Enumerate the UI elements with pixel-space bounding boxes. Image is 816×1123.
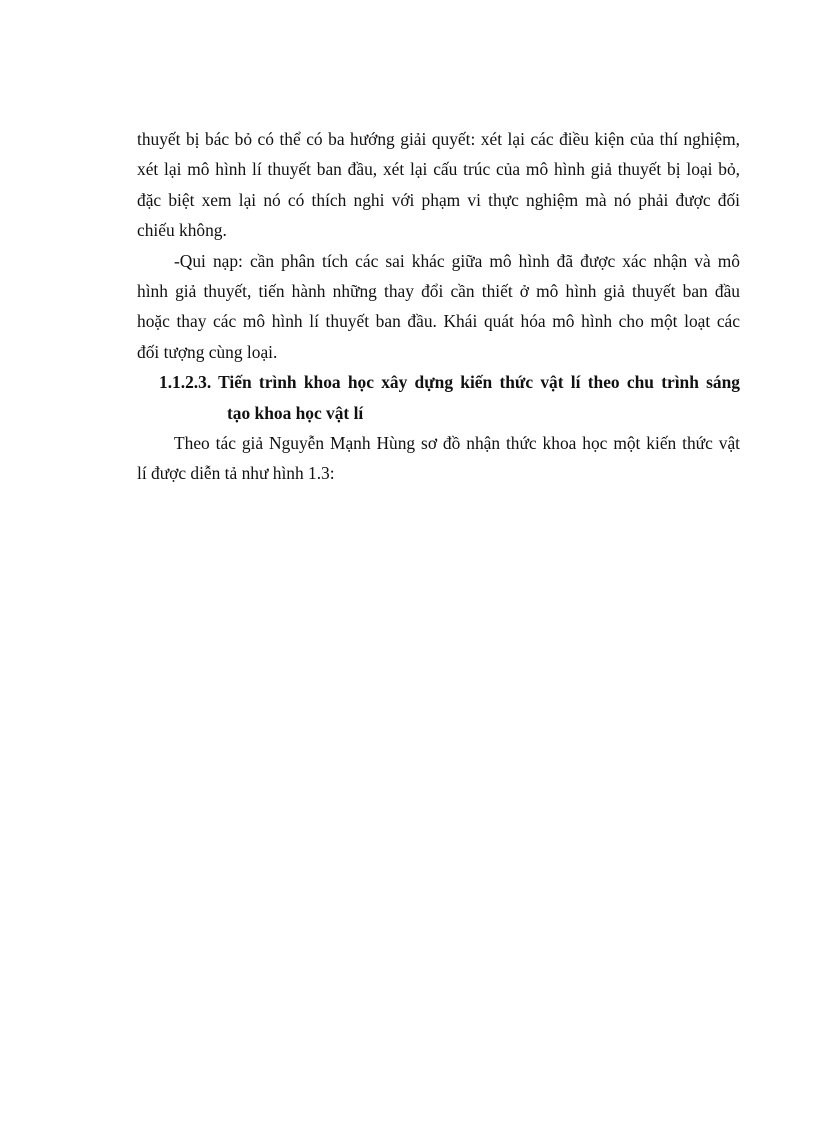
text-line: Theo tác giả Nguyễn Mạnh Hùng sơ đồ nhận thức khoa học một kiến thức vật: [174, 432, 740, 453]
text-line: xét lại mô hình lí thuyết ban đầu, xét lại cấu trúc của mô hình giả thuyết bị loại bỏ,: [137, 159, 740, 180]
text-line: chiếu không.: [137, 220, 227, 241]
text-line: đối tượng cùng loại.: [137, 341, 278, 362]
paragraph-induction: [137, 246, 740, 368]
heading-line: tạo khoa học vật lí: [227, 402, 364, 423]
paragraph-hypothesis-rejection: [137, 124, 740, 246]
text-line: -Qui nạp: cần phân tích các sai khác giữa mô hình đã được xác nhận và mô: [174, 250, 740, 271]
document-body: [137, 124, 740, 489]
heading-line: 1.1.2.3. Tiến trình khoa học xây dựng kiến thức vật lí theo chu trình sáng: [159, 372, 740, 393]
text-line: đặc biệt xem lại nó có thích nghi với phạm vi thực nghiệm mà nó phải được đối: [137, 189, 740, 210]
section-heading: [137, 367, 740, 428]
text-line: thuyết bị bác bỏ có thể có ba hướng giải quyết: xét lại các điều kiện của thí nghiệm,: [137, 129, 740, 149]
paragraph-diagram-intro: [137, 428, 740, 489]
text-line: lí được diễn tả như hình 1.3:: [137, 463, 335, 484]
text-line: hình giả thuyết, tiến hành những thay đổi cần thiết ở mô hình giả thuyết ban đầu: [137, 280, 740, 301]
text-line: hoặc thay các mô hình lí thuyết ban đầu. Khái quát hóa mô hình cho một loạt các: [137, 311, 740, 332]
